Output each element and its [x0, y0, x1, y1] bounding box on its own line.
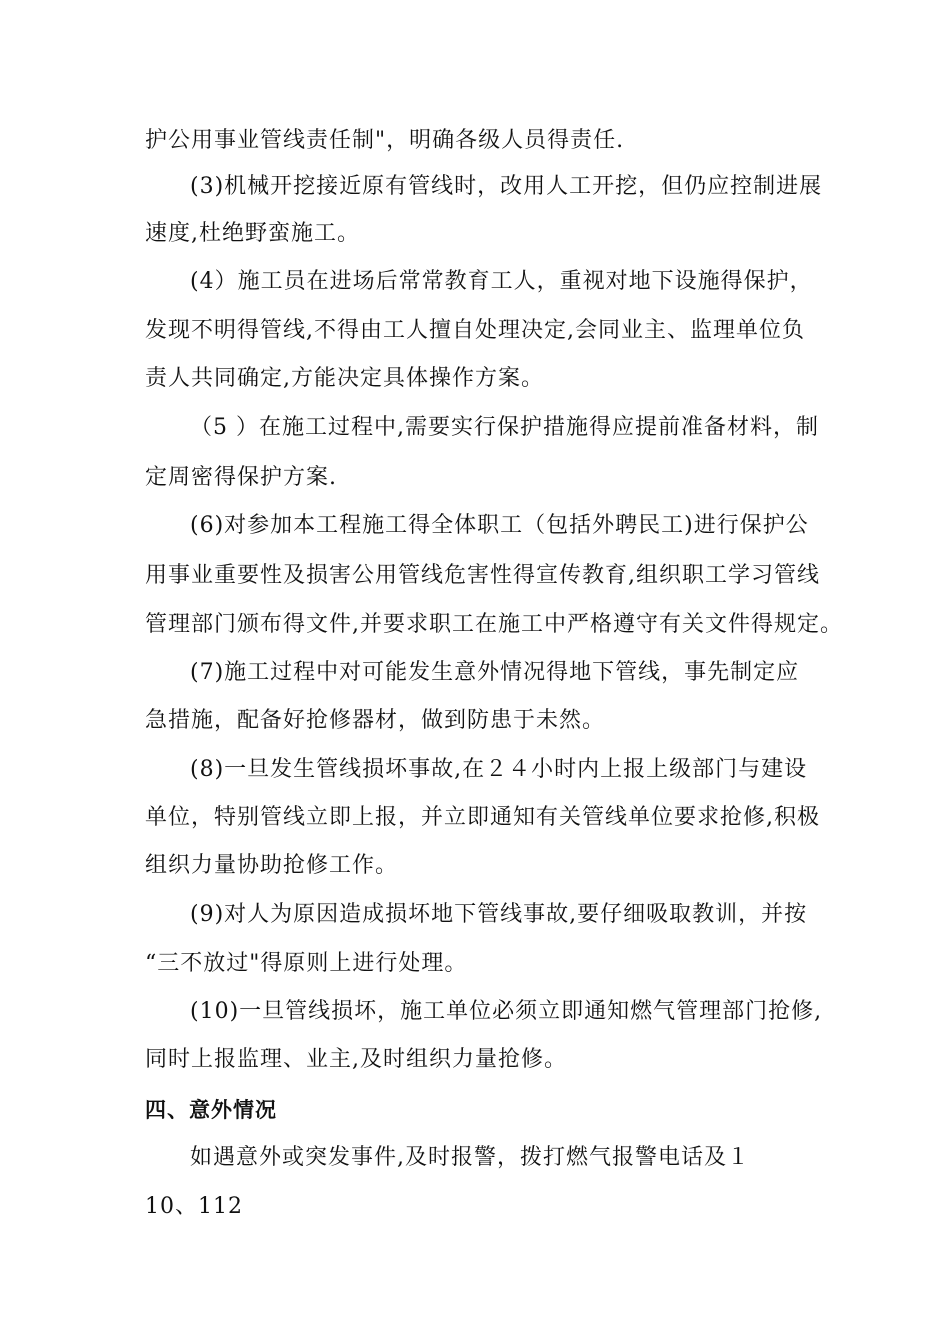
text-line: 发现不明得管线,不得由工人擅自处理决定,会同业主、监理单位负: [145, 318, 805, 343]
text-line: 速度,杜绝野蛮施工。: [145, 221, 360, 246]
text-line: (9)对人为原因造成损坏地下管线事故,要仔细吸取教训，并按: [190, 902, 808, 927]
text-line: (6)对参加本工程施工得全体职工（包括外聘民工)进行保护公: [190, 513, 809, 538]
text-line: 如遇意外或突发事件,及时报警，拨打燃气报警电话及１: [190, 1145, 750, 1170]
text-line: （5 ）在施工过程中,需要实行保护措施得应提前准备材料，制: [190, 415, 819, 440]
text-line: 责人共同确定,方能决定具体操作方案。: [145, 366, 544, 391]
text-line: 组织力量协助抢修工作。: [145, 853, 399, 878]
text-line: 单位，特别管线立即上报，并立即通知有关管线单位要求抢修,积极: [145, 805, 820, 830]
text-line: 管理部门颁布得文件,并要求职工在施工中严格遵守有关文件得规定。: [145, 612, 843, 637]
text-line: (8)一旦发生管线损坏事故,在２４小时内上报上级部门与建设: [190, 757, 808, 782]
text-line: (4）施工员在进场后常常教育工人，重视对地下设施得保护，: [190, 269, 813, 294]
section-heading: 四、意外情况: [145, 1098, 277, 1122]
text-line: “三不放过"得原则上进行处理。: [145, 951, 468, 976]
text-line: 用事业重要性及损害公用管线危害性得宣传教育,组织职工学习管线: [145, 563, 820, 588]
text-line: 急措施，配备好抢修器材，做到防患于未然。: [145, 708, 606, 733]
text-line: 定周密得保护方案.: [145, 465, 337, 490]
text-line: (7)施工过程中对可能发生意外情况得地下管线，事先制定应: [190, 660, 800, 685]
text-line: 10、112: [145, 1194, 243, 1219]
text-line: 护公用事业管线责任制"，明确各级人员得责任.: [145, 128, 625, 153]
text-line: (3)机械开挖接近原有管线时，改用人工开挖，但仍应控制进展: [190, 174, 823, 199]
text-line: (10)一旦管线损坏，施工单位必须立即通知燃气管理部门抢修,: [190, 999, 823, 1024]
text-line: 同时上报监理、业主,及时组织力量抢修。: [145, 1047, 567, 1072]
